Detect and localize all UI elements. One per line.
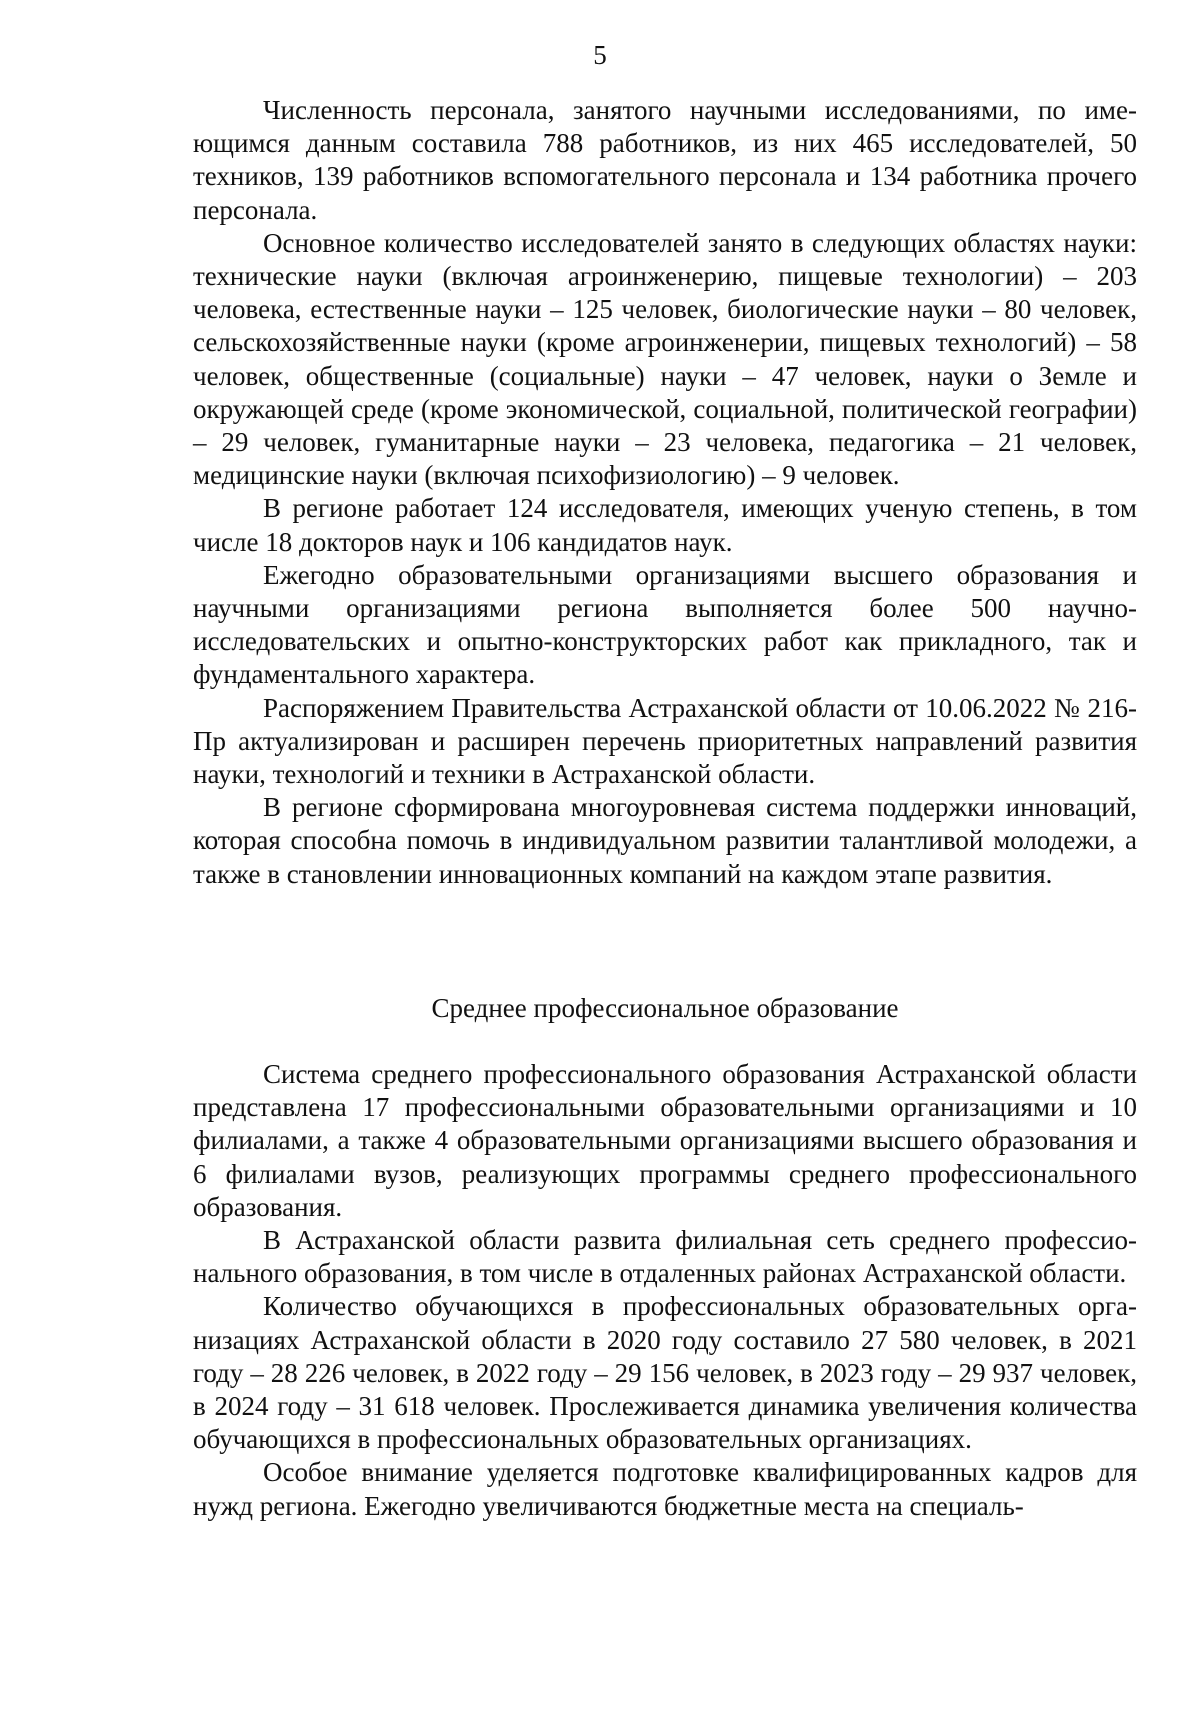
paragraph-innovation-support: В регионе сформирована многоуровневая система поддержки инноваций, которая способна помочь в индивидуальном развитии талантливой молодежи, а также в становлении инновационных компаний на каждом этапе развития. [193, 792, 1137, 889]
paragraph-annual-works: Ежегодно образовательными организациями высшего образования и научными организациями региона выполняется более 500 научно-исследовательских и опытно-конструкторских работ как прикладного, так и фундаментального характера. [193, 559, 1137, 690]
paragraph-training-focus: Особое внимание уделяется подготовке квалифицированных кадров для нужд региона. Ежегодно увеличиваются бюджетные места на специаль- [193, 1457, 1137, 1521]
body-text-bottom [193, 1058, 1137, 1523]
paragraph-staff: Численность персонала, занятого научными исследованиями, по имеющимся данным составила 788 работников, из них 465 исследователей, 50 техников, 139 работников вспомогательного персонала и 134 работника прочего персонала. [193, 95, 1137, 225]
paragraph-degree-holders: В регионе работает 124 исследователя, имеющих ученую степень, в том числе 18 докторов наук и 106 кандидатов наук. [193, 493, 1137, 557]
section-heading: Среднее профессиональное образование [431, 993, 899, 1023]
paragraph-spo-system: Система среднего профессионального образования Астраханской области представлена 17 профессиональными образовательными организациями и 10 филиалами, а также 4 образовательными организациями высшего образования и 6 филиалами вузов, реализующих программы среднего профессионального образования. [193, 1059, 1137, 1222]
paragraph-branch-network: В Астраханской области развита филиальная сеть среднего профессионального образования, в том числе в отдаленных районах Астраханской области. [193, 1225, 1137, 1289]
paragraph-research-fields: Основное количество исследователей занято в следующих областях науки: технические науки (включая агроинженерию, пищевые технологии) – 203 человека, естественные науки – 125 человек, биологические науки – 80 человек, сельскохозяйственные науки (кроме агроинженерии, пищевых технологий) – 58 человек, общественные (социальные) науки – 47 человек, науки о Земле и окружающей среде (кроме экономической, социальной, политической географии) – 29 человек, гуманитарные науки – 23 человека, педагогика – 21 человек, медицинские науки (включая психофизиологию) – 9 человек. [193, 227, 1137, 491]
body-text-top [193, 94, 1137, 891]
paragraph-student-count: Количество обучающихся в профессиональных образовательных организациях Астраханской области в 2020 году составило 27 580 человек, в 2021 году – 28 226 человек, в 2022 году – 29 156 человек, в 2023 году – 29 937 человек, в 2024 году – 31 618 человек. Прослеживается динамика увеличения количества обучающихся в профессиональных образовательных организациях. [193, 1291, 1137, 1455]
paragraph-government-order: Распоряжением Правительства Астраханской области от 10.06.2022 № 216-Пр актуализирован и расширен перечень приоритетных направлений развития науки, технологий и техники в Астраханской области. [193, 692, 1137, 790]
page-number: 5 [593, 40, 607, 70]
